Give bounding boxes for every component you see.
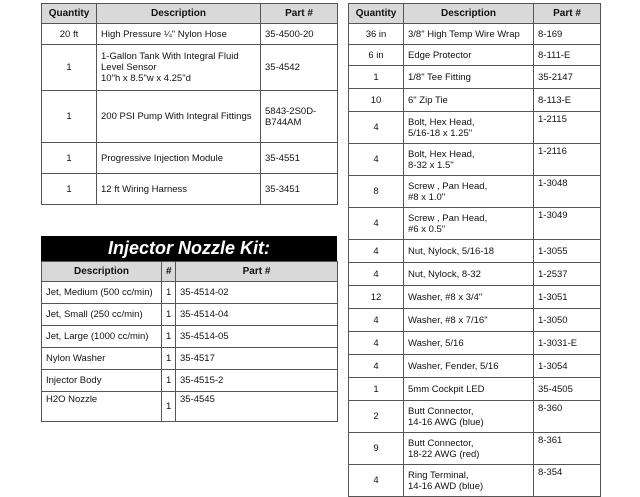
injector-kit-table xyxy=(41,261,338,422)
part-cell: 35-2147 xyxy=(534,66,601,89)
table-row xyxy=(349,45,601,66)
table-row xyxy=(42,282,338,304)
description-cell: Washer, #8 x 3/4" xyxy=(404,286,534,309)
qty-cell: 4 xyxy=(349,263,404,286)
description-cell: Jet, Large (1000 cc/min) xyxy=(42,326,162,348)
table-row xyxy=(42,91,338,143)
description-cell: Bolt, Hex Head, 8-32 x 1.5" xyxy=(404,144,534,176)
table-row xyxy=(42,143,338,174)
description-cell: Ring Terminal, 14-16 AWD (blue) xyxy=(404,465,534,497)
part-cell: 35-4514-02 xyxy=(176,282,338,304)
description-cell: 5mm Cockpit LED xyxy=(404,378,534,401)
description-cell: Jet, Medium (500 cc/min) xyxy=(42,282,162,304)
header-description: Description xyxy=(42,262,162,282)
description-cell: Progressive Injection Module xyxy=(97,143,261,174)
description-cell: Nylon Washer xyxy=(42,348,162,370)
description-cell: Nut, Nylock, 8-32 xyxy=(404,263,534,286)
part-cell: 35-4517 xyxy=(176,348,338,370)
qty-cell: 4 xyxy=(349,112,404,144)
table-row xyxy=(349,240,601,263)
qty-cell: 4 xyxy=(349,332,404,355)
table-row xyxy=(42,304,338,326)
num-cell: 1 xyxy=(162,304,176,326)
qty-cell: 20 ft xyxy=(42,24,97,45)
parts-table-left xyxy=(41,3,338,205)
part-cell: 35-4542 xyxy=(261,45,338,91)
part-cell: 1-2116 xyxy=(534,144,601,176)
part-cell: 1-3050 xyxy=(534,309,601,332)
description-cell: 1-Gallon Tank With Integral Fluid Level Sensor 10"h x 8.5"w x 4.25"d xyxy=(97,45,261,91)
qty-cell: 9 xyxy=(349,433,404,465)
qty-cell: 10 xyxy=(349,89,404,112)
table-row xyxy=(349,401,601,433)
part-cell: 35-4551 xyxy=(261,143,338,174)
num-cell: 1 xyxy=(162,326,176,348)
table-row xyxy=(42,370,338,392)
description-cell: 3/8" High Temp Wire Wrap xyxy=(404,24,534,45)
qty-cell: 1 xyxy=(42,143,97,174)
table-row xyxy=(349,433,601,465)
part-cell: 8-113-E xyxy=(534,89,601,112)
qty-cell: 2 xyxy=(349,401,404,433)
description-cell: Washer, #8 x 7/16" xyxy=(404,309,534,332)
table-row xyxy=(42,45,338,91)
qty-cell: 1 xyxy=(349,66,404,89)
part-cell: 8-361 xyxy=(534,433,601,465)
description-cell: Washer, Fender, 5/16 xyxy=(404,355,534,378)
description-cell: Washer, 5/16 xyxy=(404,332,534,355)
table-row xyxy=(42,326,338,348)
qty-cell: 4 xyxy=(349,309,404,332)
part-cell: 35-4545 xyxy=(176,392,338,422)
qty-cell: 1 xyxy=(42,91,97,143)
table-row xyxy=(349,355,601,378)
description-cell: 12 ft Wiring Harness xyxy=(97,174,261,205)
qty-cell: 36 in xyxy=(349,24,404,45)
table-row xyxy=(42,174,338,205)
description-cell: Screw , Pan Head, #8 x 1.0" xyxy=(404,176,534,208)
part-cell: 1-3048 xyxy=(534,176,601,208)
qty-cell: 12 xyxy=(349,286,404,309)
header-part: Part # xyxy=(534,4,601,24)
qty-cell: 4 xyxy=(349,240,404,263)
description-cell: Edge Protector xyxy=(404,45,534,66)
table-row xyxy=(42,392,338,422)
part-cell: 1-3051 xyxy=(534,286,601,309)
part-cell: 8-169 xyxy=(534,24,601,45)
part-cell: 1-3055 xyxy=(534,240,601,263)
table-row xyxy=(42,348,338,370)
table-row xyxy=(349,263,601,286)
part-cell: 35-4500-20 xyxy=(261,24,338,45)
header-quantity: Quantity xyxy=(42,4,97,24)
table-row xyxy=(349,144,601,176)
table-row xyxy=(349,465,601,497)
num-cell: 1 xyxy=(162,348,176,370)
part-cell: 8-354 xyxy=(534,465,601,497)
header-description: Description xyxy=(97,4,261,24)
description-cell: Bolt, Hex Head, 5/16-18 x 1.25" xyxy=(404,112,534,144)
table-row xyxy=(349,66,601,89)
qty-cell: 1 xyxy=(349,378,404,401)
description-cell: Injector Body xyxy=(42,370,162,392)
header-part: Part # xyxy=(261,4,338,24)
part-cell: 1-3054 xyxy=(534,355,601,378)
qty-cell: 4 xyxy=(349,355,404,378)
part-cell: 35-4514-05 xyxy=(176,326,338,348)
table-row xyxy=(349,332,601,355)
description-cell: High Pressure ¼" Nylon Hose xyxy=(97,24,261,45)
description-cell: Nut, Nylock, 5/16-18 xyxy=(404,240,534,263)
part-cell: 35-4514-04 xyxy=(176,304,338,326)
qty-cell: 1 xyxy=(42,174,97,205)
table-row xyxy=(349,378,601,401)
header-part: Part # xyxy=(176,262,338,282)
part-cell: 1-2537 xyxy=(534,263,601,286)
part-cell: 8-360 xyxy=(534,401,601,433)
num-cell: 1 xyxy=(162,392,176,422)
description-cell: 6" Zip Tie xyxy=(404,89,534,112)
num-cell: 1 xyxy=(162,282,176,304)
table-row xyxy=(349,24,601,45)
part-cell: 35-4515-2 xyxy=(176,370,338,392)
description-cell: Jet, Small (250 cc/min) xyxy=(42,304,162,326)
table-row xyxy=(42,24,338,45)
qty-cell: 4 xyxy=(349,144,404,176)
part-cell: 35-4505 xyxy=(534,378,601,401)
qty-cell: 8 xyxy=(349,176,404,208)
kit-title: Injector Nozzle Kit: xyxy=(41,236,337,261)
header-description: Description xyxy=(404,4,534,24)
description-cell: Butt Connector, 14-16 AWG (blue) xyxy=(404,401,534,433)
description-cell: 200 PSI Pump With Integral Fittings xyxy=(97,91,261,143)
qty-cell: 1 xyxy=(42,45,97,91)
part-cell: 1-2115 xyxy=(534,112,601,144)
header-num: # xyxy=(162,262,176,282)
qty-cell: 4 xyxy=(349,208,404,240)
parts-table-right xyxy=(348,3,601,497)
table-row xyxy=(349,286,601,309)
header-quantity: Quantity xyxy=(349,4,404,24)
part-cell: 1-3049 xyxy=(534,208,601,240)
table-row xyxy=(349,208,601,240)
description-cell: Butt Connector, 18-22 AWG (red) xyxy=(404,433,534,465)
table-row xyxy=(349,112,601,144)
description-cell: 1/8" Tee Fitting xyxy=(404,66,534,89)
table-row xyxy=(349,89,601,112)
table-row xyxy=(349,176,601,208)
part-cell: 35-3451 xyxy=(261,174,338,205)
description-cell: H2O Nozzle xyxy=(42,392,162,422)
part-cell: 5843-2S0D- B744AM xyxy=(261,91,338,143)
part-cell: 8-111-E xyxy=(534,45,601,66)
table-row xyxy=(349,309,601,332)
num-cell: 1 xyxy=(162,370,176,392)
qty-cell: 6 in xyxy=(349,45,404,66)
description-cell: Screw , Pan Head, #6 x 0.5" xyxy=(404,208,534,240)
qty-cell: 4 xyxy=(349,465,404,497)
part-cell: 1-3031-E xyxy=(534,332,601,355)
